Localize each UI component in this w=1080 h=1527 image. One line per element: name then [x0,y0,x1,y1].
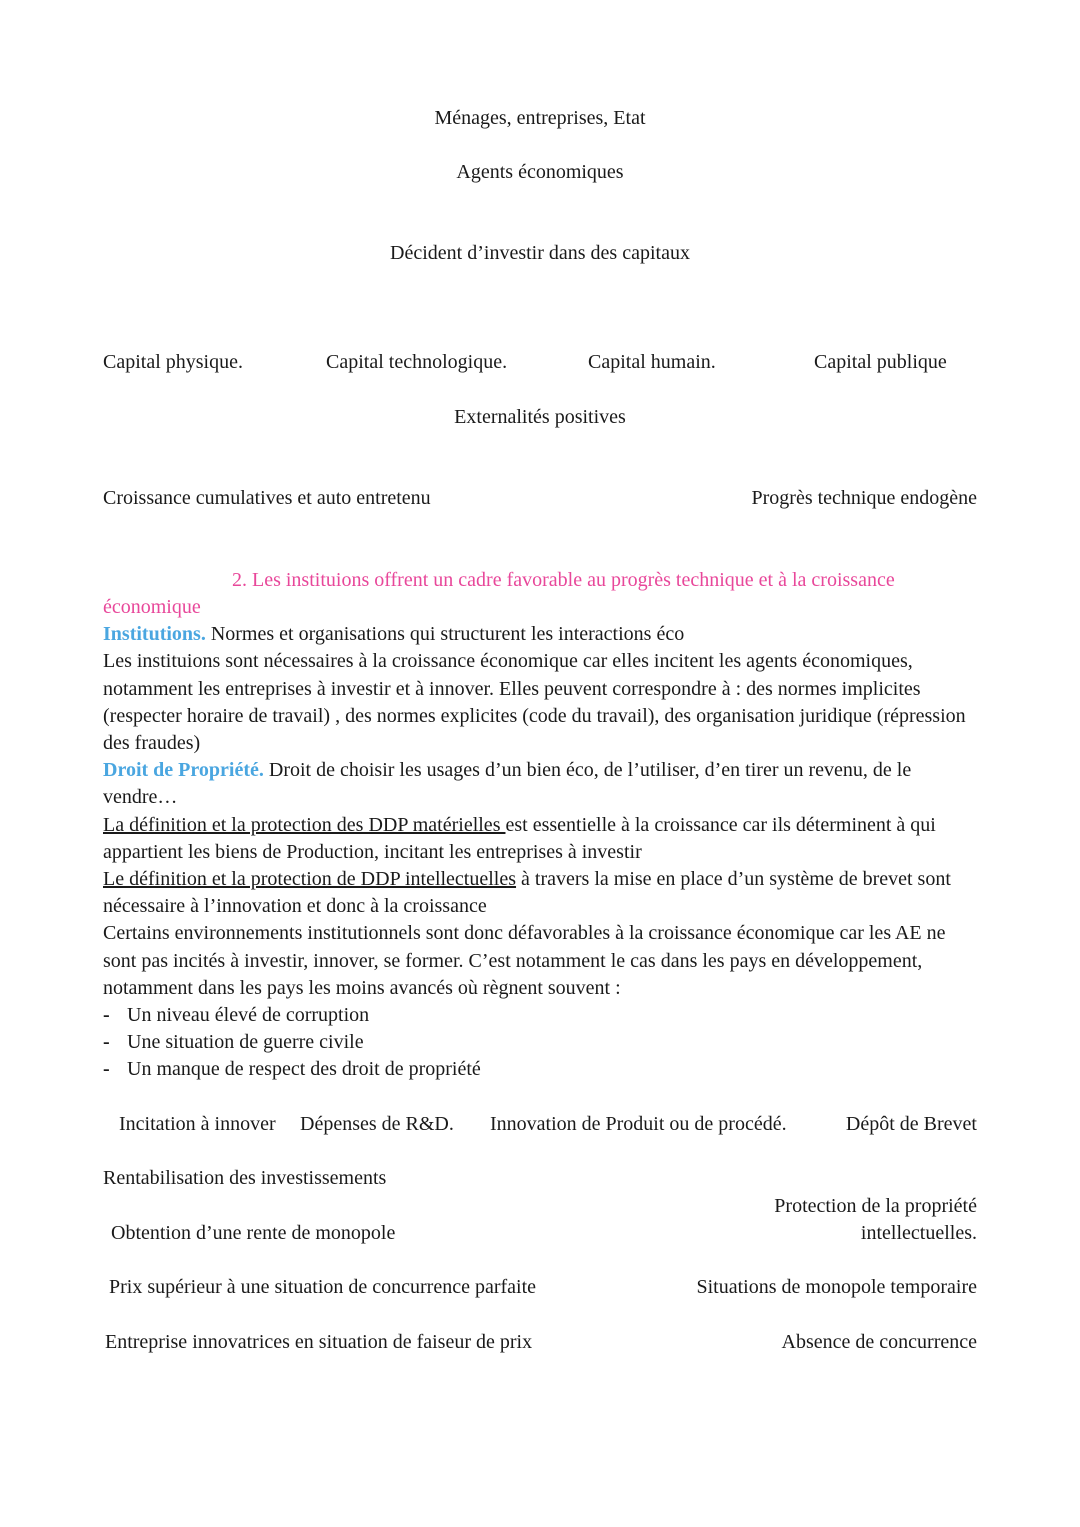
capital-physique: Capital physique. [103,351,243,373]
ddp-material-paragraph [103,812,983,866]
ddp-intellectual-rest: à travers la mise en place d’un système de brevet sont nécessaire à l’innovation et donc à la croissance [103,868,951,918]
ddp-term: Droit de Propriété. [103,759,264,782]
ddp-def-text: Droit de choisir les usages d’un bien éco, de l’utiliser, d’en tirer un revenu, de le vendre… [103,759,912,809]
institutions-paragraph: Les instituions sont nécessaires à la croissance économique car elles incitent les agents économiques, notamment les entreprises à investir et à innover. Elles peuvent correspondre à : des normes implicites (respecter horaire de travail) , des normes explicites (code du travail), des organisation juridique (répression des fraudes) [103,650,966,755]
ddp-intellectual-paragraph [103,866,983,920]
list-item: - Un manque de respect des droit de propriété [103,1056,983,1083]
institutions-definition [103,621,983,648]
section-title-continued: économique [103,596,201,618]
ddp-intellectual-underlined: Le définition et la protection de DDP intellectuelles [103,868,517,891]
chain-rd: Dépenses de R&D. [300,1113,454,1135]
list-item: - Un niveau élevé de corruption [103,1002,983,1029]
decision-text: Décident d’investir dans des capitaux [390,242,690,264]
growth-text: Croissance cumulatives et auto entretenu [103,487,431,509]
absence-text: Absence de concurrence [781,1331,977,1353]
institutions-def-text: Normes et organisations qui structurent les interactions éco [205,623,685,646]
capital-publique: Capital publique [814,351,947,373]
chain-innovation: Innovation de Produit ou de procédé. [490,1113,787,1135]
agents-label: Agents économiques [456,161,624,183]
monopole-text: Situations de monopole temporaire [696,1276,977,1298]
bullet-list [103,1002,983,1084]
rentabilisation-text: Rentabilisation des investissements [103,1167,387,1189]
ddp-definition [103,757,983,811]
externalities-text: Externalités positives [454,406,626,428]
rente-text: Obtention d’une rente de monopole [111,1222,396,1244]
progress-text: Progrès technique endogène [751,487,977,509]
section-body [103,594,983,1084]
prix-text: Prix supérieur à une situation de concurrence parfaite [109,1276,537,1298]
environment-paragraph: Certains environnements institutionnels sont donc défavorables à la croissance économique car les AE ne sont pas incités à investir, innover, se former. C’est notamment le cas dans les pays en développement, notamment dans les pays les moins avancés où règnent souvent : [103,922,946,999]
faiseur-text: Entreprise innovatrices en situation de faiseur de prix [105,1331,533,1353]
ddp-material-underlined: La définition et la protection des DDP matérielles [103,813,506,836]
capital-humain: Capital humain. [588,351,716,373]
institutions-term: Institutions. [103,623,206,646]
chain-incitation: Incitation à innover [119,1113,276,1135]
section-title: 2. Les instituions offrent un cadre favorable au progrès technique et à la croissance [232,569,895,591]
capital-technologique: Capital technologique. [326,351,508,373]
agents-list: Ménages, entreprises, Etat [434,107,646,129]
list-item: - Une situation de guerre civile [103,1029,983,1056]
protection-line1: Protection de la propriété [774,1195,977,1217]
ddp-material-rest: est essentielle à la croissance car ils déterminent à qui appartient les biens de Production, incitant les entreprises à investir [103,813,936,863]
chain-brevet: Dépôt de Brevet [845,1113,977,1135]
protection-line2: intellectuelles. [860,1222,977,1244]
